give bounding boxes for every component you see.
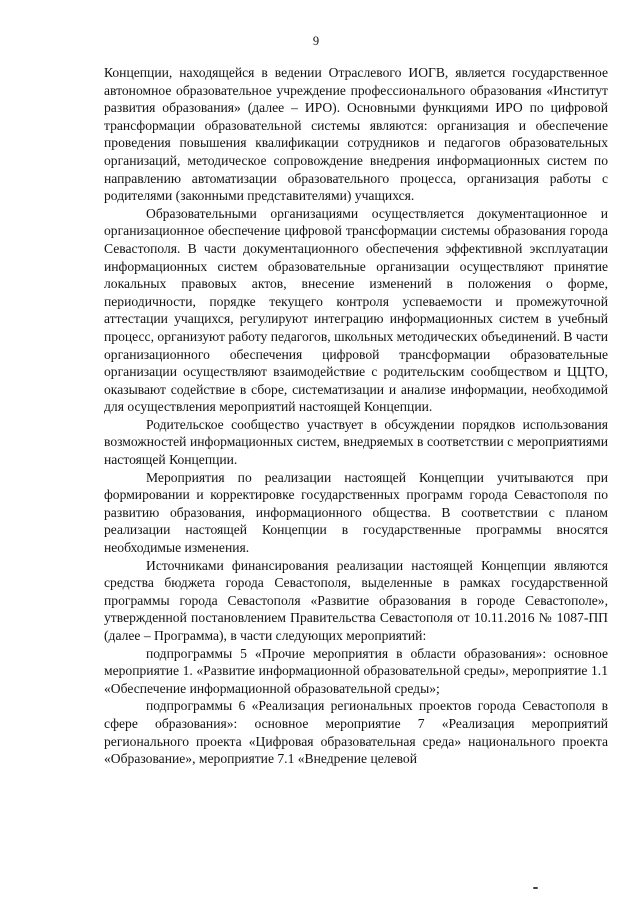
scan-mark	[533, 887, 538, 889]
paragraph-7: подпрограммы 6 «Реализация региональных проектов города Севастополя в сфере образования»: основное мероприятие 7 «Реализация мероприятий регионального проекта «Цифровая образовательная среда» национального проекта «Образование», мероприятие 7.1 «Внедрение целевой	[104, 698, 608, 767]
body-text	[104, 64, 608, 768]
paragraph-2: Образовательными организациями осуществляется документационное и организационное обеспечение цифровой трансформации системы образования города Севастополя. В части документационного обеспечения эффективной эксплуатации информационных систем образовательные организации осуществляют принятие локальных правовых актов, внесение изменений в положения о форме, периодичности, порядке текущего контроля успеваемости и промежуточной аттестации учащихся, регулируют интеграцию информационных систем в учебный процесс, организуют работу педагогов, школьных методических объединений. В части организационного обеспечения цифровой трансформации образовательные организации осуществляют взаимодействие с родительским сообществом и ЦЦТО, оказывают содействие в сборе, систематизации и анализе информации, необходимой для осуществления мероприятий настоящей Концепции.	[104, 205, 608, 415]
paragraph-3: Родительское сообщество участвует в обсуждении порядков использования возможностей информационных систем, внедряемых в соответствии с мероприятиями настоящей Концепции.	[104, 416, 608, 468]
paragraph-6: подпрограммы 5 «Прочие мероприятия в области образования»: основное мероприятие 1. «Развитие информационной образовательной среды», мероприятие 1.1 «Обеспечение информационной образовательной среды»;	[104, 645, 608, 696]
page-number: 9	[312, 34, 320, 48]
paragraph-4: Мероприятия по реализации настоящей Концепции учитываются при формировании и корректировке государственных программ города Севастополя по развитию образования, информационного общества. В соответствии с планом реализации настоящей Концепции в государственные программы вносятся необходимые изменения.	[104, 469, 608, 556]
paragraph-1: Концепции, находящейся в ведении Отраслевого ИОГВ, является государственное автономное образовательное учреждение профессионального образования «Институт развития образования» (далее – ИРО). Основными функциями ИРО по цифровой трансформации образовательной системы являются: организация и обеспечение проведения повышения квалификации сотрудников и педагогов образовательных организаций, методическое сопровождение внедрения информационных систем по направлению автоматизации образовательного процесса, организация работы с родителями (законными представителями) учащихся.	[104, 65, 608, 204]
paragraph-5: Источниками финансирования реализации настоящей Концепции являются средства бюджета города Севастополя, выделенные в рамках государственной программы города Севастополя «Развитие образования в городе Севастополе», утвержденной постановлением Правительства Севастополя от 10.11.2016 № 1087-ПП (далее – Программа), в части следующих мероприятий:	[104, 557, 608, 643]
